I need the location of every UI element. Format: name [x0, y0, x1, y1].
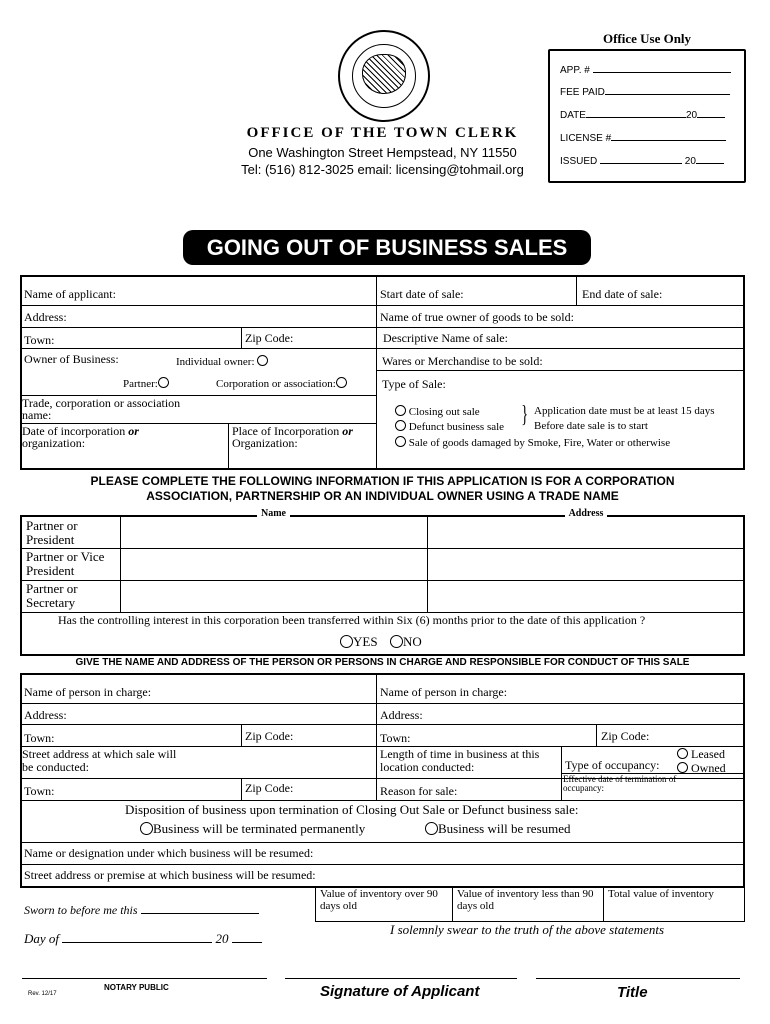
- signature-label: Signature of Applicant: [320, 983, 480, 1000]
- individual-owner-option[interactable]: Individual owner:: [176, 355, 268, 368]
- person-town-1-field[interactable]: Town:: [24, 731, 55, 745]
- sale-zip-field[interactable]: Zip Code:: [245, 781, 294, 795]
- person-in-charge-1-field[interactable]: Name of person in charge:: [24, 685, 152, 699]
- sale-town-field[interactable]: Town:: [24, 784, 55, 798]
- date-field[interactable]: DATE 20: [560, 108, 725, 121]
- person-town-2-field[interactable]: Town:: [380, 731, 411, 745]
- sale-type-label: Type of Sale:: [382, 377, 446, 391]
- person-address-1-field[interactable]: Address:: [24, 708, 67, 722]
- end-date-field[interactable]: End date of sale:: [582, 287, 663, 301]
- office-contact: Tel: (516) 812-3025 email: licensing@tohmail.org: [241, 162, 524, 177]
- town-field[interactable]: Town:: [24, 333, 55, 347]
- person-in-charge-2-field[interactable]: Name of person in charge:: [380, 685, 508, 699]
- office-address: One Washington Street Hempstead, NY 11550: [248, 145, 517, 160]
- true-owner-field[interactable]: Name of true owner of goods to be sold:: [380, 310, 574, 324]
- occupancy-label: Type of occupancy:: [565, 758, 660, 772]
- sworn-label: Sworn to before me this: [24, 903, 259, 918]
- disposition-label: Disposition of business upon termination of Closing Out Sale or Defunct business sale:: [125, 802, 579, 817]
- app-number-field[interactable]: APP. #: [560, 63, 731, 76]
- owned-option[interactable]: Owned: [677, 761, 726, 776]
- office-use-title: Office Use Only: [602, 31, 692, 46]
- revision-label: Rev. 12/17: [28, 991, 57, 997]
- before-date-note: Before date sale is to start: [534, 420, 648, 432]
- name-column-header: Name: [120, 508, 427, 519]
- fee-paid-field[interactable]: FEE PAID: [560, 85, 730, 98]
- license-field[interactable]: LICENSE #: [560, 131, 726, 144]
- address-column-header: Address: [427, 508, 745, 519]
- solemn-statement: I solemnly swear to the truth of the above statements: [390, 922, 665, 937]
- start-date-field[interactable]: Start date of sale:: [380, 287, 464, 301]
- resumed-name-field[interactable]: Name or designation under which business will be resumed:: [24, 846, 314, 860]
- trade-name-field[interactable]: Trade, corporation or association name:: [22, 396, 181, 422]
- closing-radio[interactable]: [395, 405, 406, 416]
- no-radio[interactable]: [390, 635, 403, 648]
- corporation-option[interactable]: Corporation or association:: [216, 377, 347, 390]
- resumed-address-field[interactable]: Street address or premise at which business will be resumed:: [24, 868, 316, 882]
- office-use-box: [548, 49, 746, 183]
- yes-radio[interactable]: [340, 635, 353, 648]
- partner-option[interactable]: Partner:: [123, 377, 169, 390]
- officers-table: [20, 515, 745, 656]
- resumed-radio[interactable]: [425, 822, 438, 835]
- zip-field[interactable]: Zip Code:: [245, 331, 294, 345]
- inventory-total-field[interactable]: Total value of inventory: [608, 888, 714, 900]
- sale-name-field[interactable]: Descriptive Name of sale:: [383, 331, 508, 345]
- defunct-radio[interactable]: [395, 420, 406, 431]
- brace-icon: }: [521, 402, 529, 428]
- partner-radio[interactable]: [158, 377, 169, 388]
- controlling-interest-question: Has the controlling interest in this corporation been transferred within Six (6) months prior to the date of this application ?: [58, 613, 646, 627]
- incorporation-date-field[interactable]: Date of incorporation or organization:: [22, 424, 139, 450]
- vice-president-row-label: Partner or Vice President: [26, 549, 105, 578]
- inventory-over-field[interactable]: Value of inventory over 90 days old: [320, 888, 438, 912]
- person-zip-1-field[interactable]: Zip Code:: [245, 729, 294, 743]
- leased-option[interactable]: Leased: [677, 747, 725, 762]
- inventory-less-field[interactable]: Value of inventory less than 90 days old: [457, 888, 594, 912]
- incorporation-place-field[interactable]: Place of Incorporation or Organization:: [232, 424, 353, 450]
- secretary-row-label: Partner or Secretary: [26, 581, 78, 610]
- notary-public-label: NOTARY PUBLIC: [104, 983, 169, 992]
- office-title: OFFICE OF THE TOWN CLERK: [246, 125, 519, 141]
- terminated-option[interactable]: Business will be terminated permanently: [140, 821, 365, 837]
- corporation-heading: PLEASE COMPLETE THE FOLLOWING INFORMATION IF THIS APPLICATION IS FOR A CORPORATION ASSOCIATION, PARTNERSHIP OR AN INDIVIDUAL OWNER USING A TRADE NAME: [90, 474, 675, 503]
- sale-street-field[interactable]: Street address at which sale will be conducted:: [22, 747, 177, 774]
- person-zip-2-field[interactable]: Zip Code:: [601, 729, 650, 743]
- terminated-radio[interactable]: [140, 822, 153, 835]
- reason-field[interactable]: Reason for sale:: [380, 784, 458, 798]
- president-row-label: Partner or President: [26, 518, 78, 547]
- business-length-field[interactable]: Length of time in business at this location conducted:: [380, 747, 540, 774]
- wares-field[interactable]: Wares or Merchandise to be sold:: [382, 354, 543, 368]
- defunct-option[interactable]: Defunct business sale: [395, 420, 504, 433]
- person-in-charge-heading: GIVE THE NAME AND ADDRESS OF THE PERSON OR PERSONS IN CHARGE AND RESPONSIBLE FOR CONDUCT OF THIS SALE: [75, 657, 690, 668]
- leased-radio[interactable]: [677, 748, 688, 759]
- day-of-field[interactable]: Day of 20: [24, 931, 262, 947]
- form-title-banner: GOING OUT OF BUSINESS SALES: [183, 230, 591, 265]
- no-option[interactable]: NO: [390, 634, 422, 650]
- owned-radio[interactable]: [677, 762, 688, 773]
- damaged-option[interactable]: Sale of goods damaged by Smoke, Fire, Water or otherwise: [395, 436, 670, 449]
- issued-field[interactable]: ISSUED 20: [560, 154, 724, 167]
- applicant-name-field[interactable]: Name of applicant:: [24, 287, 116, 301]
- town-seal: [338, 30, 430, 122]
- individual-radio[interactable]: [257, 355, 268, 366]
- corporation-radio[interactable]: [336, 377, 347, 388]
- closing-out-option[interactable]: Closing out sale: [395, 405, 480, 418]
- resumed-option[interactable]: Business will be resumed: [425, 821, 571, 837]
- title-label: Title: [617, 984, 648, 1001]
- yes-option[interactable]: YES: [340, 634, 378, 650]
- owner-label: Owner of Business:: [24, 352, 119, 366]
- application-date-note: Application date must be at least 15 days: [534, 405, 715, 417]
- damaged-radio[interactable]: [395, 436, 406, 447]
- address-field[interactable]: Address:: [24, 310, 67, 324]
- person-address-2-field[interactable]: Address:: [380, 708, 423, 722]
- effective-termination-field[interactable]: Effective date of termination of occupancy:: [563, 774, 677, 793]
